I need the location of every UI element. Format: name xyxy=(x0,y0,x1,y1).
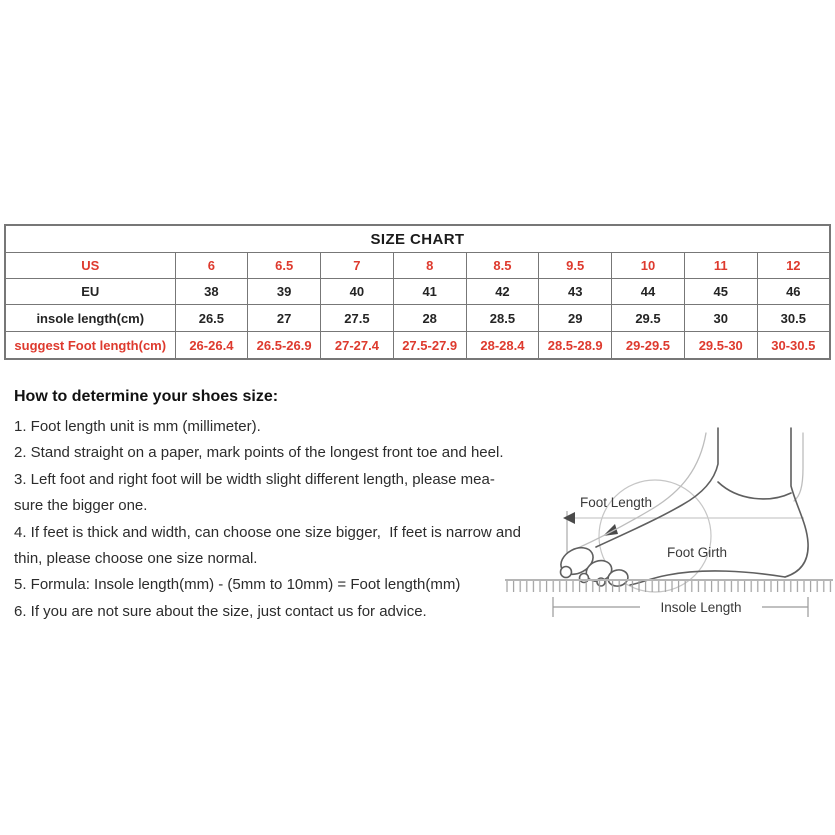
table-row xyxy=(5,253,830,279)
size-cell: 27.5 xyxy=(321,305,394,332)
size-chart-title: SIZE CHART xyxy=(5,225,830,253)
row-label: suggest Foot length(cm) xyxy=(5,332,175,360)
size-cell: 9.5 xyxy=(539,253,612,279)
size-chart-title-row xyxy=(5,225,830,253)
foot-girth-label: Foot Girth xyxy=(666,545,728,560)
size-cell: 38 xyxy=(175,279,248,305)
table-row xyxy=(5,332,830,360)
size-cell: 46 xyxy=(757,279,830,305)
size-cell: 28.5 xyxy=(466,305,539,332)
row-label: US xyxy=(5,253,175,279)
size-cell: 6 xyxy=(175,253,248,279)
size-cell: 29-29.5 xyxy=(612,332,685,360)
size-cell: 39 xyxy=(248,279,321,305)
instruction-line: sure the bigger one. xyxy=(14,497,148,515)
size-cell: 43 xyxy=(539,279,612,305)
size-cell: 28 xyxy=(393,305,466,332)
size-cell: 7 xyxy=(321,253,394,279)
size-cell: 30.5 xyxy=(757,305,830,332)
size-cell: 42 xyxy=(466,279,539,305)
instruction-line: 6. If you are not sure about the size, just contact us for advice. xyxy=(14,602,427,620)
size-cell: 30-30.5 xyxy=(757,332,830,360)
size-cell: 12 xyxy=(757,253,830,279)
instruction-line: 4. If feet is thick and width, can choose one size bigger, If feet is narrow and xyxy=(14,523,521,541)
size-cell: 11 xyxy=(684,253,757,279)
size-cell: 27 xyxy=(248,305,321,332)
size-cell: 26-26.4 xyxy=(175,332,248,360)
size-cell: 30 xyxy=(684,305,757,332)
size-chart-body xyxy=(5,253,830,360)
size-cell: 29 xyxy=(539,305,612,332)
size-cell: 44 xyxy=(612,279,685,305)
table-row xyxy=(5,279,830,305)
instruction-lines xyxy=(14,414,534,625)
size-cell: 26.5 xyxy=(175,305,248,332)
table-row xyxy=(5,305,830,332)
size-cell: 8 xyxy=(393,253,466,279)
size-cell: 28.5-28.9 xyxy=(539,332,612,360)
size-cell: 29.5 xyxy=(612,305,685,332)
instruction-line: 5. Formula: Insole length(mm) - (5mm to 10mm) = Foot length(mm) xyxy=(14,576,461,594)
size-cell: 45 xyxy=(684,279,757,305)
size-cell: 27.5-27.9 xyxy=(393,332,466,360)
instruction-line: thin, please choose one size normal. xyxy=(14,550,258,568)
instructions-section xyxy=(14,387,534,625)
size-cell: 29.5-30 xyxy=(684,332,757,360)
row-label: EU xyxy=(5,279,175,305)
size-cell: 40 xyxy=(321,279,394,305)
foot-length-label: Foot Length xyxy=(579,495,653,510)
instruction-line: 3. Left foot and right foot will be width slight different length, please mea- xyxy=(14,470,495,488)
size-cell: 8.5 xyxy=(466,253,539,279)
instructions-heading: How to determine your shoes size: xyxy=(14,388,279,405)
row-label: insole length(cm) xyxy=(5,305,175,332)
size-cell: 27-27.4 xyxy=(321,332,394,360)
size-cell: 10 xyxy=(612,253,685,279)
instruction-line: 2. Stand straight on a paper, mark points of the longest front toe and heel. xyxy=(14,444,504,462)
size-cell: 26.5-26.9 xyxy=(248,332,321,360)
size-cell: 28-28.4 xyxy=(466,332,539,360)
foot-measurement-diagram xyxy=(495,405,835,633)
ruler xyxy=(505,580,833,592)
instruction-line: 1. Foot length unit is mm (millimeter). xyxy=(14,418,261,435)
insole-length-label: Insole Length xyxy=(660,600,742,615)
size-chart-table xyxy=(4,224,831,360)
size-cell: 41 xyxy=(393,279,466,305)
size-cell: 6.5 xyxy=(248,253,321,279)
